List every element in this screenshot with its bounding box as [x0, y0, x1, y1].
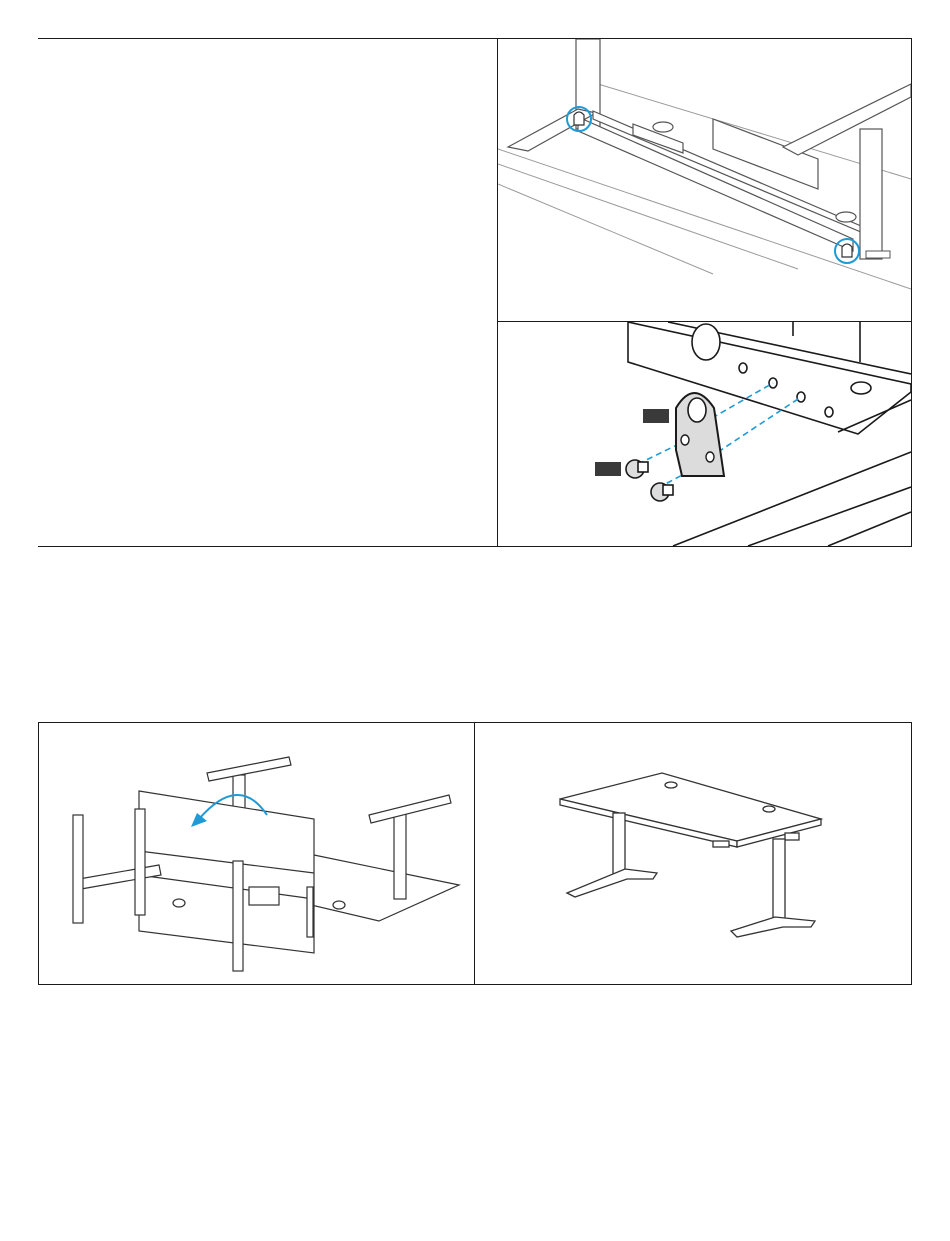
screw-callout-tag: [595, 462, 621, 476]
flip-desk-drawing: [39, 723, 474, 984]
bracket-detail-drawing: [498, 322, 911, 546]
flip-desk-figure: [38, 722, 475, 985]
frame-overview-figure: [497, 38, 912, 322]
frame-overview-drawing: [498, 39, 911, 321]
bracket-callout-tag: [643, 409, 669, 423]
finished-desk-drawing: [475, 723, 911, 984]
step-one-text-column: [38, 40, 494, 544]
bracket-detail-figure: [497, 321, 912, 547]
mounting-bracket: [676, 393, 724, 476]
finished-desk-figure: [474, 722, 912, 985]
screw-icon: [626, 460, 673, 501]
